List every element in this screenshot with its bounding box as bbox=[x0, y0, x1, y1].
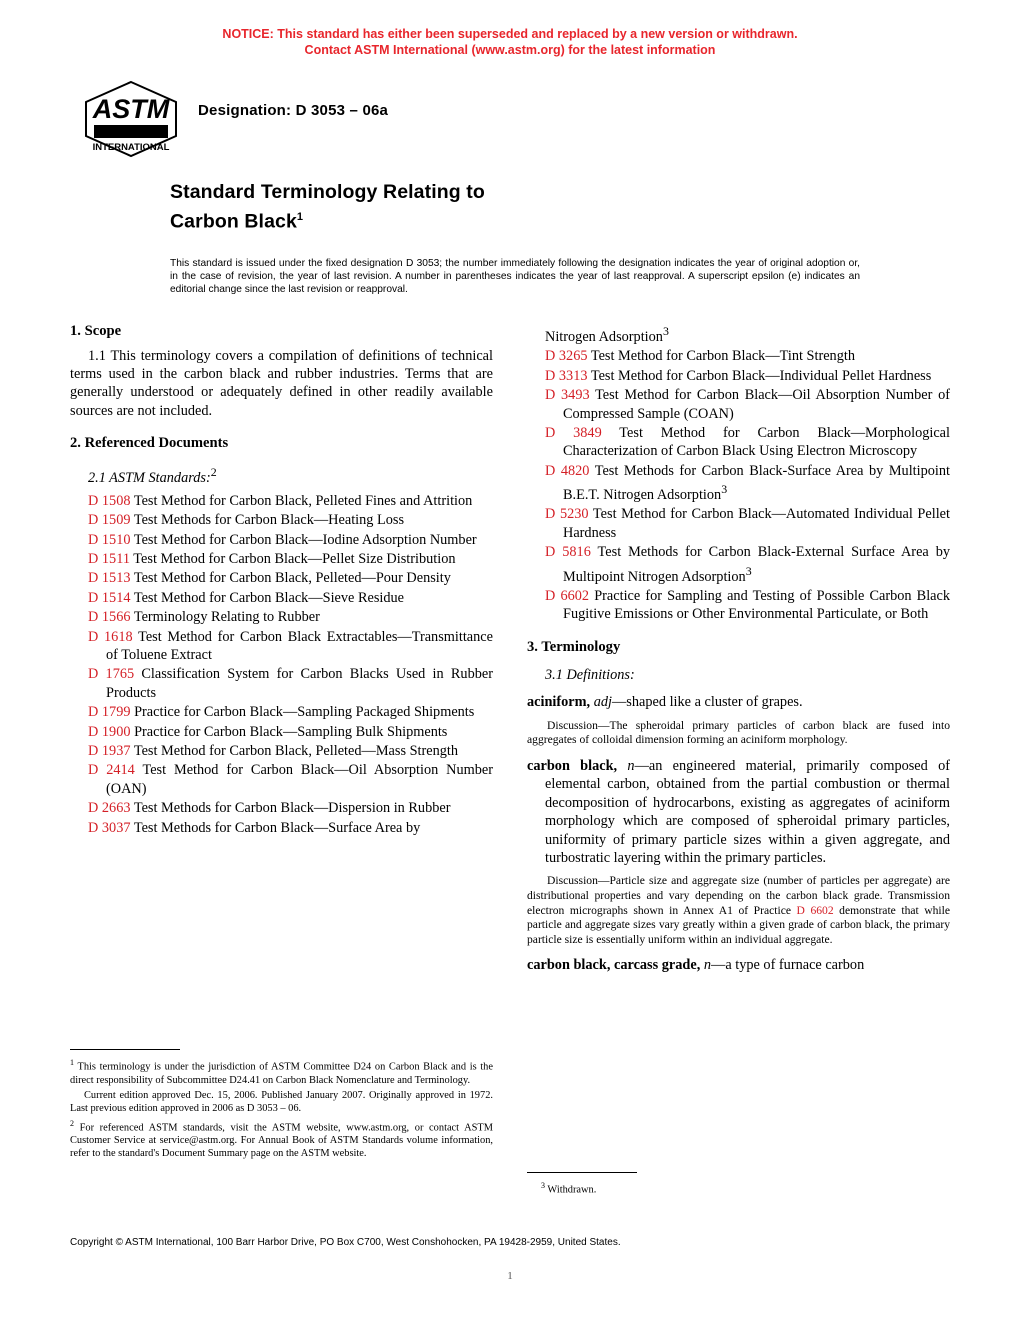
definition-part-of-speech: n bbox=[703, 957, 712, 974]
section-heading-terminology: 3. Terminology bbox=[527, 638, 621, 655]
copyright-line: Copyright © ASTM International, 100 Barr Harbor Drive, PO Box C700, West Conshohocken, PA 19428-2959, United States. bbox=[70, 1237, 621, 1248]
document-header bbox=[70, 80, 950, 162]
title-footnote-marker: 1 bbox=[296, 211, 304, 223]
astm-standards-label: 2.1 ASTM Standards: bbox=[88, 469, 211, 486]
reference-continuation-text: Nitrogen Adsorption bbox=[545, 328, 663, 345]
reference-title: Practice for Sampling and Testing of Possible Carbon Black Fugitive Emissions or Other Environmental Particulate, or Both bbox=[563, 587, 951, 623]
notice-banner bbox=[70, 26, 950, 58]
reference-title: Test Method for Carbon Black, Pelleted—Pour Density bbox=[133, 570, 451, 587]
reference-item[interactable] bbox=[88, 761, 493, 798]
reference-title: Test Method for Carbon Black—Iodine Adsorption Number bbox=[133, 531, 477, 548]
definition-body: —an engineered material, primarily composed of elemental carbon, obtained from the partial combustion or thermal decomposition of hydrocarbons, existing as aggregates of aciniform morphology which are composed of spheroidal primary particles, uniformity of primary particle sizes within a given aggregate, and turbostratic layering within the primary particles. bbox=[545, 757, 950, 866]
footnotes-right bbox=[527, 1172, 950, 1198]
footnote-item bbox=[70, 1117, 493, 1160]
scope-paragraph: 1.1 This terminology covers a compilation of definitions of technical terms used in the carbon black and rubber industries. Terms that are generally understood or adequately defined in other readily available sources are not included. bbox=[70, 347, 493, 419]
discussion-text-post: demonstrate that while particle and aggregate sizes vary greatly within a given grade of carbon black, the primary particle size is essentially uniform within an individual aggregate. bbox=[527, 903, 951, 946]
reference-continuation-footnote-marker: 3 bbox=[662, 324, 669, 339]
reference-number[interactable]: D 1937 bbox=[88, 743, 131, 759]
reference-continuation bbox=[545, 322, 950, 346]
svg-text:INTERNATIONAL: INTERNATIONAL bbox=[92, 142, 170, 153]
section-heading-referenced-documents: 2. Referenced Documents bbox=[70, 435, 229, 452]
reference-number[interactable]: D 5816 bbox=[545, 544, 591, 561]
definition-body: —a type of furnace carbon bbox=[711, 957, 865, 974]
reference-number[interactable]: D 2663 bbox=[88, 800, 131, 817]
reference-number[interactable]: D 3493 bbox=[545, 387, 590, 404]
footnote-rule bbox=[70, 1049, 180, 1050]
reference-number[interactable]: D 1900 bbox=[88, 723, 131, 740]
reference-title: Test Method for Carbon Black, Pelleted Fines and Attrition bbox=[133, 492, 473, 509]
reference-item[interactable] bbox=[88, 550, 493, 568]
reference-title: Test Methods for Carbon Black—Dispersion in Rubber bbox=[133, 800, 451, 817]
reference-title: Test Method for Carbon Black—Pellet Size Distribution bbox=[133, 550, 456, 567]
reference-item[interactable] bbox=[88, 819, 493, 837]
reference-title: Test Methods for Carbon Black—Heating Loss bbox=[133, 512, 405, 529]
reference-item[interactable] bbox=[88, 511, 493, 529]
reference-footnote-marker: 3 bbox=[745, 563, 752, 578]
footnote-marker: 2 bbox=[70, 1118, 74, 1128]
reference-number[interactable]: D 1514 bbox=[88, 589, 131, 606]
definition-body: —shaped like a cluster of grapes. bbox=[612, 694, 803, 711]
footnote-item bbox=[70, 1056, 493, 1086]
definitions-subheading bbox=[545, 666, 950, 684]
preamble-text: This standard is issued under the fixed designation D 3053; the number immediately following the designation indicates the year of original adoption or, in the case of revision, the year of last revision. A number in parentheses indicates the year of last reapproval. A superscript epsilon (e) indicates an editorial change since the last revision or reapproval. bbox=[170, 257, 860, 295]
footnote-item bbox=[527, 1179, 950, 1196]
reference-item[interactable] bbox=[88, 703, 493, 721]
reference-item[interactable] bbox=[88, 723, 493, 741]
footnote-marker: 3 bbox=[541, 1180, 545, 1190]
reference-item[interactable] bbox=[88, 531, 493, 549]
reference-title: Test Methods for Carbon Black-External Surface Area by Multipoint Nitrogen Adsorption bbox=[563, 544, 950, 585]
reference-number[interactable]: D 1618 bbox=[88, 628, 133, 645]
reference-number[interactable]: D 1511 bbox=[88, 550, 130, 567]
footnotes-left bbox=[70, 1049, 493, 1162]
reference-number[interactable]: D 3037 bbox=[88, 819, 131, 836]
footnote-marker: 1 bbox=[70, 1058, 74, 1068]
reference-number[interactable]: D 1566 bbox=[88, 609, 131, 626]
astm-standards-subheading bbox=[88, 463, 493, 487]
definition-part-of-speech: n bbox=[627, 757, 635, 774]
reference-item[interactable] bbox=[88, 742, 493, 760]
reference-title: Terminology Relating to Rubber bbox=[133, 609, 320, 626]
reference-title: Practice for Carbon Black—Sampling Packaged Shipments bbox=[134, 704, 475, 721]
right-column bbox=[527, 322, 950, 978]
discussion-reference-link[interactable]: D 6602 bbox=[796, 903, 834, 917]
reference-number[interactable]: D 3313 bbox=[545, 367, 588, 384]
reference-number[interactable]: D 1765 bbox=[88, 666, 135, 683]
reference-item[interactable] bbox=[545, 367, 950, 385]
footnote-text: Current edition approved Dec. 15, 2006. Published January 2007. Originally approved in 1972. Last previous edition approved in 2006 as D 3053 – 06. bbox=[70, 1089, 493, 1114]
footnote-text: For referenced ASTM standards, visit the ASTM website, www.astm.org, or contact ASTM Customer Service at service@astm.org. For Annual Book of ASTM Standards volume information, refer to the standard's Document Summary page on the ASTM website. bbox=[70, 1122, 493, 1159]
reference-title: Test Method for Carbon Black—Oil Absorption Number of Compressed Sample (COAN) bbox=[563, 387, 950, 422]
definition-entry bbox=[527, 757, 950, 867]
reference-item[interactable] bbox=[88, 608, 493, 626]
reference-number[interactable]: D 5230 bbox=[545, 506, 589, 523]
definition-entry bbox=[527, 693, 950, 711]
reference-number[interactable]: D 3265 bbox=[545, 348, 588, 365]
svg-text:ASTM: ASTM bbox=[92, 94, 170, 124]
definition-discussion: Discussion—The spheroidal primary particles of carbon black are fused into aggregates of colloidal dimension forming an aciniform morphology. bbox=[527, 718, 950, 747]
reference-item[interactable] bbox=[545, 505, 950, 542]
definition-discussion bbox=[527, 874, 950, 947]
reference-title: Test Method for Carbon Black—Automated Individual Pellet Hardness bbox=[563, 506, 950, 541]
reference-item[interactable] bbox=[545, 424, 950, 461]
reference-item[interactable] bbox=[88, 492, 493, 510]
astm-standards-footnote-marker: 2 bbox=[210, 464, 217, 479]
reference-number[interactable]: D 1513 bbox=[88, 570, 131, 587]
astm-logo bbox=[82, 80, 180, 158]
left-column bbox=[70, 322, 493, 978]
footnote-text: This terminology is under the jurisdiction of ASTM Committee D24 on Carbon Black and is the direct responsibility of Subcommittee D24.41 on Carbon Black Nomenclature and Terminology. bbox=[70, 1061, 493, 1086]
title-block bbox=[170, 180, 950, 235]
reference-number[interactable]: D 1508 bbox=[88, 492, 131, 509]
reference-item[interactable] bbox=[545, 386, 950, 423]
page-title bbox=[170, 180, 950, 235]
definition-entry bbox=[527, 956, 950, 974]
reference-title: Test Methods for Carbon Black-Surface Area by Multipoint B.E.T. Nitrogen Adsorption bbox=[563, 462, 950, 503]
two-column-body bbox=[70, 322, 950, 978]
notice-line-2: Contact ASTM International (www.astm.org) for the latest information bbox=[304, 43, 716, 57]
definition-term: aciniform, bbox=[527, 694, 591, 711]
footnote-text: Withdrawn. bbox=[547, 1184, 597, 1195]
reference-title: Test Method for Carbon Black—Morphological Characterization of Carbon Black Using Electron Microscopy bbox=[563, 424, 950, 460]
astm-logo-icon bbox=[82, 80, 180, 158]
reference-item[interactable] bbox=[88, 799, 493, 817]
reference-number[interactable]: D 6602 bbox=[545, 587, 590, 604]
footnote-rule bbox=[527, 1172, 637, 1173]
reference-title: Test Method for Carbon Black Extractables—Transmittance of Toluene Extract bbox=[106, 628, 493, 663]
reference-title: Classification System for Carbon Blacks Used in Rubber Products bbox=[106, 666, 493, 701]
reference-title: Test Method for Carbon Black—Tint Strength bbox=[590, 348, 855, 365]
reference-item[interactable] bbox=[545, 543, 950, 586]
definitions-label: 3.1 Definitions: bbox=[545, 666, 635, 683]
definition-part-of-speech: adj bbox=[593, 694, 612, 711]
reference-title: Test Methods for Carbon Black—Surface Area by bbox=[133, 819, 421, 836]
reference-item[interactable] bbox=[88, 665, 493, 702]
reference-footnote-marker: 3 bbox=[721, 482, 728, 497]
reference-title: Practice for Carbon Black—Sampling Bulk Shipments bbox=[134, 723, 448, 740]
reference-item[interactable] bbox=[545, 587, 950, 624]
reference-title: Test Method for Carbon Black—Individual Pellet Hardness bbox=[590, 367, 932, 384]
definition-term: carbon black, bbox=[527, 757, 618, 774]
reference-title: Test Method for Carbon Black, Pelleted—Mass Strength bbox=[133, 743, 459, 759]
title-line-1: Standard Terminology Relating to bbox=[170, 181, 485, 203]
section-heading-scope: 1. Scope bbox=[70, 323, 122, 340]
page-number: 1 bbox=[507, 1270, 513, 1282]
reference-item[interactable] bbox=[88, 569, 493, 587]
reference-title: Test Method for Carbon Black—Sieve Residue bbox=[133, 589, 405, 606]
reference-item[interactable] bbox=[545, 462, 950, 505]
discussion-text-pre: Discussion—Particle size and aggregate size (number of particles per aggregate) are distributional properties and vary depending on the carbon black grade. Transmission electron micrographs shown in Annex A1 of Practice bbox=[527, 874, 950, 917]
reference-number[interactable]: D 2414 bbox=[88, 762, 135, 779]
definition-term: carbon black, carcass grade, bbox=[527, 957, 701, 974]
reference-number[interactable]: D 1509 bbox=[88, 512, 131, 529]
title-line-2: Carbon Black bbox=[170, 210, 297, 233]
designation-label: Designation: D 3053 – 06a bbox=[198, 102, 389, 119]
reference-number[interactable]: D 4820 bbox=[545, 462, 590, 479]
reference-item[interactable] bbox=[88, 628, 493, 665]
reference-item[interactable] bbox=[545, 347, 950, 365]
reference-number[interactable]: D 3849 bbox=[545, 424, 602, 441]
footnote-item bbox=[70, 1089, 493, 1115]
notice-line-1: NOTICE: This standard has either been superseded and replaced by a new version or withdrawn. bbox=[222, 27, 798, 41]
reference-item[interactable] bbox=[88, 589, 493, 607]
reference-number[interactable]: D 1510 bbox=[88, 531, 131, 548]
reference-title: Test Method for Carbon Black—Oil Absorption Number (OAN) bbox=[106, 762, 493, 797]
reference-number[interactable]: D 1799 bbox=[88, 704, 131, 721]
